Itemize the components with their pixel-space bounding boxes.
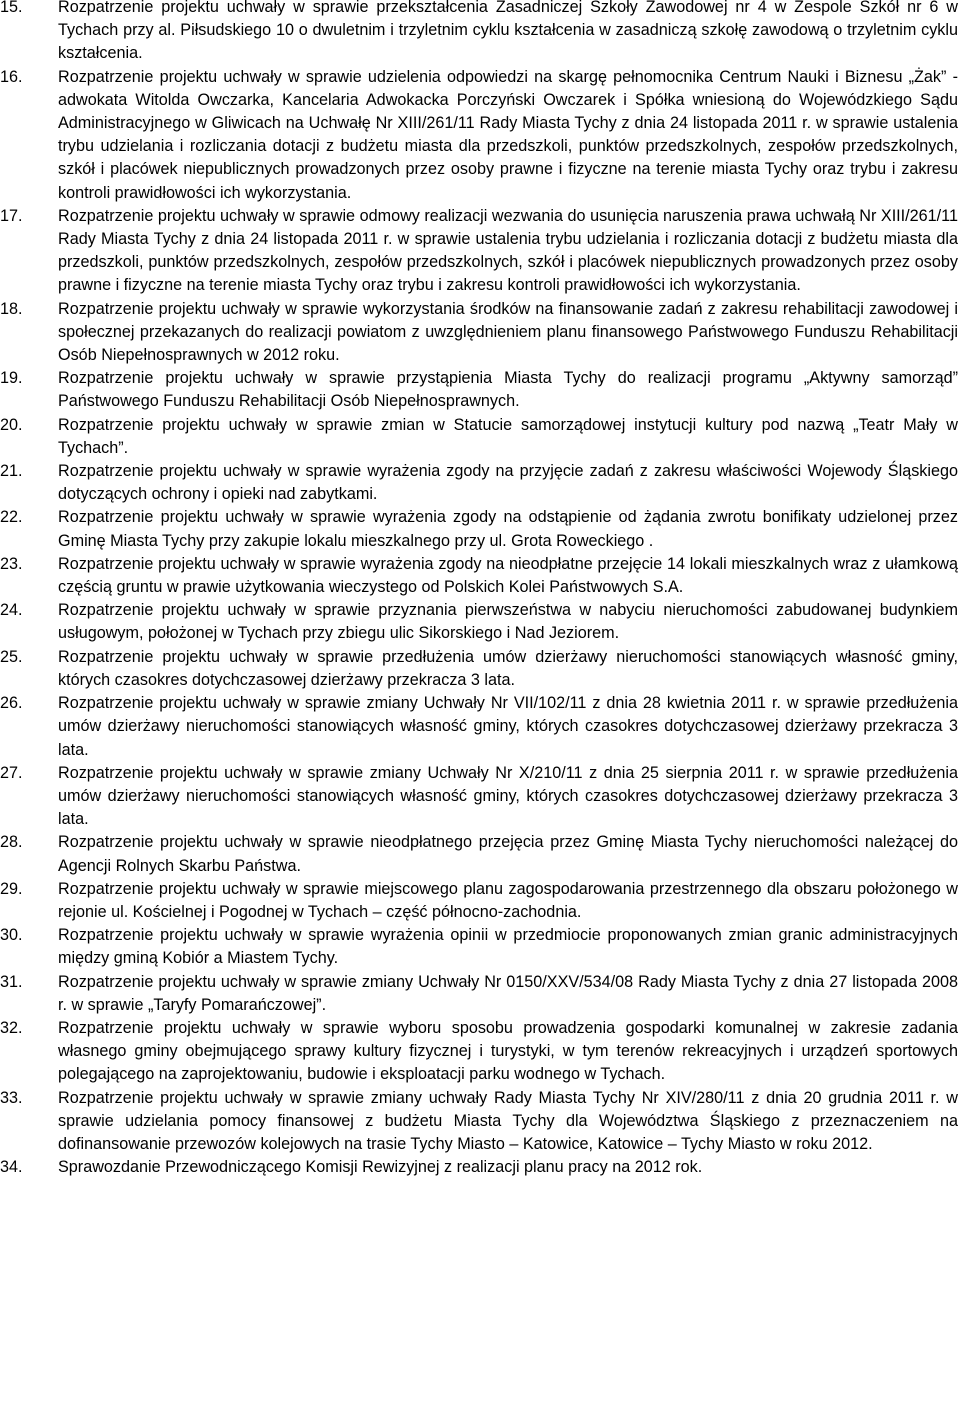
agenda-item	[0, 205, 958, 298]
agenda-item-number: 34.	[0, 1158, 23, 1177]
agenda-item-number: 26.	[0, 694, 23, 713]
agenda-item-text: Rozpatrzenie projektu uchwały w sprawie przekształcenia Zasadniczej Szkoły Zawodowej nr 4 w Zespole Szkół nr 6 w Tychach przy al. Piłsudskiego 10 o dwuletnim i trzyletnim cyklu kształcenia w zasadniczą szkołę zawodową o trzyletnim cyklu kształcenia.	[58, 0, 958, 63]
agenda-item	[0, 1017, 958, 1087]
agenda-item-number: 21.	[0, 462, 23, 481]
agenda-item-text: Rozpatrzenie projektu uchwały w sprawie miejscowego planu zagospodarowania przestrzennego dla obszaru położonego w rejonie ul. Kościelnej i Pogodnej w Tychach – część północno-zachodnia.	[58, 879, 958, 921]
agenda-item	[0, 367, 958, 413]
agenda-item-number: 30.	[0, 926, 23, 945]
agenda-item-text: Rozpatrzenie projektu uchwały w sprawie wyrażenia zgody na odstąpienie od żądania zwrotu bonifikaty udzielonej przez Gminę Miasta Tychy przy zakupie lokalu mieszkalnego przy ul. Grota Roweckiego .	[58, 508, 958, 550]
agenda-item-text: Rozpatrzenie projektu uchwały w sprawie zmiany Uchwały Nr VII/102/11 z dnia 28 kwietnia 2011 r. w sprawie przedłużenia umów dzierżawy nieruchomości stanowiących własność gminy, których czasokres dotychczasowej dzierżawy przekracza 3 lata.	[58, 694, 958, 759]
agenda-item-number: 33.	[0, 1088, 23, 1107]
agenda-item	[0, 0, 958, 66]
agenda-item-text: Rozpatrzenie projektu uchwały w sprawie wykorzystania środków na finansowanie zadań z zakresu rehabilitacji zawodowej i społecznej przekazanych do realizacji powiatom z uwzględnieniem planu finansowego Państwowego Funduszu Rehabilitacji Osób Niepełnosprawnych w 2012 roku.	[58, 299, 958, 365]
agenda-item-number: 28.	[0, 833, 23, 852]
agenda-item	[0, 298, 958, 368]
agenda-item-number: 29.	[0, 879, 23, 898]
agenda-item-number: 24.	[0, 601, 23, 620]
agenda-item-text: Sprawozdanie Przewodniczącego Komisji Rewizyjnej z realizacji planu pracy na 2012 rok.	[58, 1158, 703, 1177]
agenda-item	[0, 878, 958, 924]
agenda-item-text: Rozpatrzenie projektu uchwały w sprawie zmian w Statucie samorządowej instytucji kultury pod nazwą „Teatr Mały w Tychach”.	[58, 415, 958, 457]
agenda-item-text: Rozpatrzenie projektu uchwały w sprawie nieodpłatnego przejęcia przez Gminę Miasta Tychy nieruchomości należącej do Agencji Rolnych Skarbu Państwa.	[58, 833, 958, 875]
agenda-item-text: Rozpatrzenie projektu uchwały w sprawie wyboru sposobu prowadzenia gospodarki komunalnej w zakresie zadania własnego gminy obejmującego sprawy kultury fizycznej i turystyki, w tym terenów rekreacyjnych i urządzeń sportowych polegającego na zaprojektowaniu, budowie i eksploatacji parku wodnego w Tychach.	[58, 1018, 958, 1084]
agenda-item	[0, 924, 958, 970]
agenda-item	[0, 553, 958, 599]
agenda-item-number: 31.	[0, 972, 23, 991]
agenda-item-number: 27.	[0, 763, 23, 782]
agenda-item-number: 32.	[0, 1018, 23, 1037]
agenda-item	[0, 692, 958, 762]
agenda-item-number: 22.	[0, 508, 23, 527]
agenda-item-text: Rozpatrzenie projektu uchwały w sprawie udzielenia odpowiedzi na skargę pełnomocnika Centrum Nauki i Biznesu „Żak” - adwokata Witolda Owczarka, Kancelaria Adwokacka Porczyński Owczarek i Spółka wniesioną do Wojewódzkiego Sądu Administracyjnego w Gliwicach na Uchwałę Nr XIII/261/11 Rady Miasta Tychy z dnia 24 listopada 2011 r. w sprawie ustalenia trybu udzielania i rozliczania dotacji z budżetu miasta dla przedszkoli, punktów przedszkolnych, zespołów przedszkolnych, szkół i placówek niepublicznych prowadzonych przez osoby prawne i fizyczne na terenie miasta Tychy oraz trybu i zakresu kontroli prawidłowości ich wykorzystania.	[58, 67, 958, 202]
agenda-item	[0, 460, 958, 506]
agenda-item	[0, 646, 958, 692]
agenda-item-text: Rozpatrzenie projektu uchwały w sprawie odmowy realizacji wezwania do usunięcia naruszenia prawa uchwałą Nr XIII/261/11 Rady Miasta Tychy z dnia 24 listopada 2011 r. w sprawie ustalenia trybu udzielania i rozliczania dotacji z budżetu miasta dla przedszkoli, punktów przedszkolnych, zespołów przedszkolnych, szkół i placówek niepublicznych prowadzonych przez osoby prawne i fizyczne na terenie miasta Tychy oraz trybu i zakresu kontroli prawidłowości ich wykorzystania.	[58, 206, 958, 295]
agenda-item-text: Rozpatrzenie projektu uchwały w sprawie wyrażenia zgody na nieodpłatne przejęcie 14 lokali mieszkalnych wraz z ułamkową częścią gruntu w prawie użytkowania wieczystego od Polskich Kolei Państwowych S.A.	[58, 554, 958, 597]
agenda-item-number: 15.	[0, 0, 23, 16]
agenda-item-text: Rozpatrzenie projektu uchwały w sprawie przyznania pierwszeństwa w nabyciu nieruchomości zabudowanej budynkiem usługowym, położonej w Tychach przy zbiegu ulic Sikorskiego i Nad Jeziorem.	[58, 601, 958, 643]
agenda-item-text: Rozpatrzenie projektu uchwały w sprawie przedłużenia umów dzierżawy nieruchomości stanowiących własność gminy, których czasokres dotychczasowej dzierżawy przekracza 3 lata.	[58, 647, 958, 689]
agenda-item-number: 20.	[0, 415, 23, 434]
agenda-item-number: 25.	[0, 647, 23, 666]
agenda-item-number: 23.	[0, 554, 23, 573]
agenda-item	[0, 506, 958, 552]
agenda-item	[0, 762, 958, 832]
agenda-item-text: Rozpatrzenie projektu uchwały w sprawie wyrażenia opinii w przedmiocie proponowanych zmian granic administracyjnych między gminą Kobiór a Miastem Tychy.	[58, 926, 958, 968]
agenda-item-number: 19.	[0, 369, 23, 388]
agenda-item	[0, 599, 958, 645]
agenda-item-number: 18.	[0, 299, 23, 318]
agenda-item	[0, 1156, 958, 1179]
agenda-item	[0, 66, 958, 205]
agenda-item	[0, 1087, 958, 1157]
agenda-item-text: Rozpatrzenie projektu uchwały w sprawie przystąpienia Miasta Tychy do realizacji programu „Aktywny samorząd” Państwowego Funduszu Rehabilitacji Osób Niepełnosprawnych.	[58, 369, 958, 411]
agenda-item-text: Rozpatrzenie projektu uchwały w sprawie zmiany Uchwały Nr X/210/11 z dnia 25 sierpnia 2011 r. w sprawie przedłużenia umów dzierżawy nieruchomości stanowiących własność gminy, których czasokres dotychczasowej dzierżawy przekracza 3 lata.	[58, 763, 958, 829]
agenda-item-text: Rozpatrzenie projektu uchwały w sprawie wyrażenia zgody na przyjęcie zadań z zakresu właściwości Wojewody Śląskiego dotyczących ochrony i opieki nad zabytkami.	[58, 462, 958, 504]
agenda-item	[0, 831, 958, 877]
agenda-item	[0, 414, 958, 460]
agenda-item	[0, 971, 958, 1017]
agenda-item-number: 16.	[0, 67, 23, 86]
agenda-item-number: 17.	[0, 206, 23, 225]
agenda-item-text: Rozpatrzenie projektu uchwały w sprawie zmiany uchwały Rady Miasta Tychy Nr XIV/280/11 z dnia 20 grudnia 2011 r. w sprawie udzielania pomocy finansowej z budżetu Miasta Tychy dla Województwa Śląskiego z przeznaczeniem na dofinansowanie przewozów kolejowych na trasie Tychy Miasto – Katowice, Katowice – Tychy Miasto w roku 2012.	[58, 1088, 958, 1153]
agenda-item-text: Rozpatrzenie projektu uchwały w sprawie zmiany Uchwały Nr 0150/XXV/534/08 Rady Miasta Tychy z dnia 27 listopada 2008 r. w sprawie „Taryfy Pomarańczowej”.	[58, 972, 958, 1014]
